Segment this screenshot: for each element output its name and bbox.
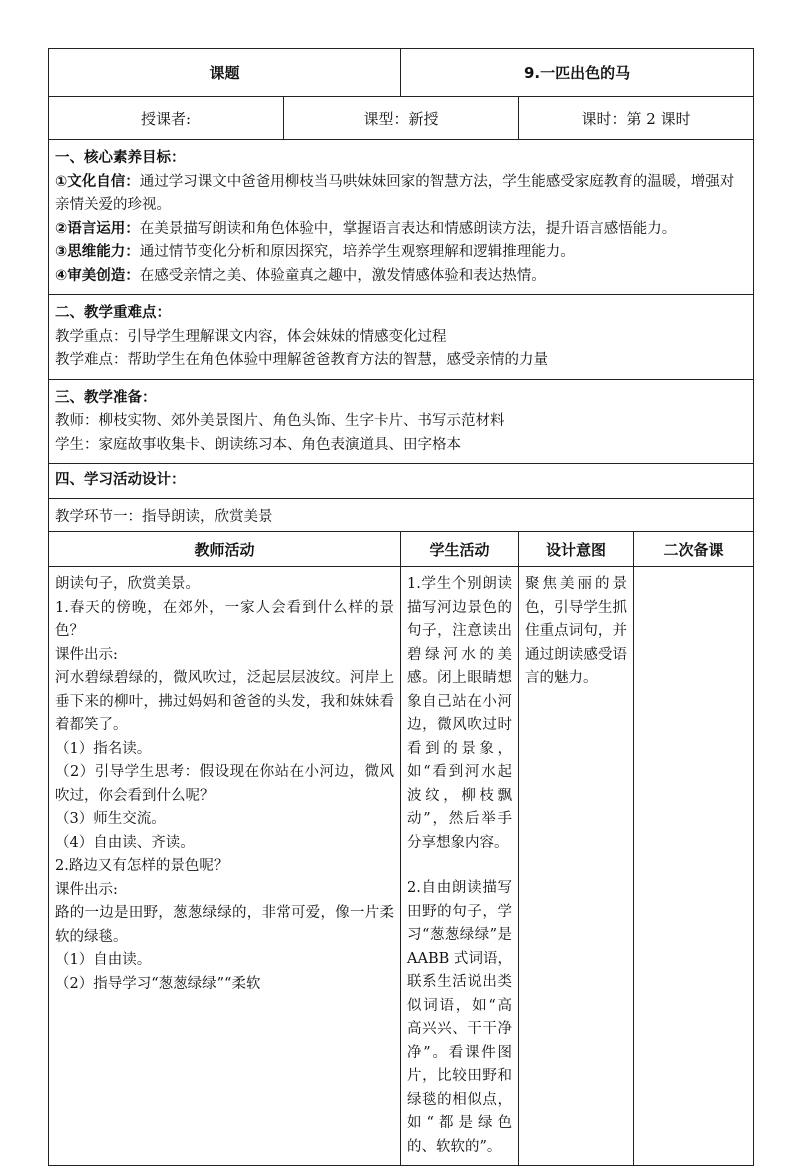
teacher-line: 河水碧绿碧绿的，微风吹过，泛起层层波纹。河岸上垂下来的柳叶，拂过妈妈和爸爸的头发，我和妹妹看着都笑了。 (55, 670, 395, 733)
prep-line: 学生：家庭故事收集卡、朗读练习本、角色表演道具、田字格本 (55, 436, 461, 453)
section-keypoints-row (49, 295, 754, 380)
teaching-link: 教学环节一：指导朗读，欣赏美景 (49, 499, 754, 532)
lesson-plan-sheet (48, 48, 753, 1166)
col-second-prep: 二次备课 (634, 532, 754, 567)
goal-label: ②语言运用： (55, 220, 140, 237)
teacher-line: 课件出示: (55, 646, 118, 663)
teacher-line: （1）指名读。 (55, 740, 152, 757)
lesson-plan-table (48, 48, 754, 1166)
paragraph-gap (407, 855, 512, 877)
goal-text: 通过学习课文中爸爸用柳枝当马哄妹妹回家的智慧方法，学生能感受家庭教育的温暖，增强对亲情关爱的珍视。 (55, 173, 735, 213)
teacher-line: （1）自由读。 (55, 952, 152, 968)
info-row (49, 97, 754, 140)
second-prep-cell (634, 567, 754, 1166)
column-header-row (49, 532, 754, 567)
goal-text: 在美景描写朗读和角色体验中，掌握语言表达和情感朗读方法，提升语言感悟能力。 (139, 220, 677, 237)
topic-label: 课题 (49, 49, 401, 97)
goal-label: ③思维能力： (55, 244, 140, 260)
goal-item (55, 265, 747, 289)
section-activities-row (49, 464, 754, 499)
section-prep (49, 379, 754, 464)
teacher-line: 2.路边又有怎样的景色呢？ (55, 858, 229, 874)
section-activities-title: 四、学习活动设计： (55, 472, 186, 489)
student-para: 1.学生个别朗读描写河边景色的句子，注意读出碧绿河水的美感。闭上眼睛想象自己站在小河边，微风吹过时看到的景象，如“看到河水起波纹，柳枝飘动”，然后举手分享想象内容。 (407, 576, 513, 851)
keypoint-line: 教学难点：帮助学生在角色体验中理解爸爸教育方法的智慧，感受亲情的力量 (55, 352, 548, 368)
lesson-type-cell: 课型：新授 (284, 97, 519, 140)
section-keypoints-title: 二、教学重难点： (55, 305, 171, 321)
teacher-line: 朗读句子，欣赏美景。 (55, 576, 200, 592)
teacher-activity-cell (49, 567, 401, 1166)
goal-text: 通过情节变化分析和原因探究，培养学生观察理解和逻辑推理能力。 (139, 244, 575, 260)
teacher-line: （4）自由读、齐读。 (55, 834, 195, 851)
teaching-link-row (49, 499, 754, 532)
prep-line: 教师：柳枝实物、郊外美景图片、角色头饰、生字卡片、书写示范材料 (55, 413, 505, 429)
goal-label: ①文化自信： (55, 173, 140, 190)
teacher-line: 1.春天的傍晚，在郊外，一家人会看到什么样的景色？ (55, 599, 395, 639)
student-para: 2.自由朗读描写田野的句子，学习“葱葱绿绿”是 AABB 式词语，联系生活说出类似词语，如“高高兴兴、干干净净”。看课件图片，比较田野和绿毯的相似点，如“都是绿色的、软软的”。 (407, 880, 513, 1155)
lesson-title: 9.一匹出色的马 (401, 49, 754, 97)
goal-item (55, 218, 747, 242)
section-goals-row (49, 140, 754, 295)
section-keypoints (49, 295, 754, 380)
goal-item (55, 171, 747, 218)
col-design-intent: 设计意图 (519, 532, 634, 567)
period-cell: 课时：第 2 课时 (519, 97, 754, 140)
activity-row (49, 567, 754, 1166)
col-student-activity: 学生活动 (401, 532, 519, 567)
teacher-line: （2）指导学习“葱葱绿绿”“柔软 (55, 975, 261, 992)
teacher-line: 课件出示: (55, 881, 118, 898)
goal-label: ④审美创造： (55, 267, 140, 284)
keypoint-line: 教学重点：引导学生理解课文内容，体会妹妹的情感变化过程 (55, 328, 447, 345)
goal-text: 在感受亲情之美、体验童真之趣中，激发情感体验和表达热情。 (139, 267, 546, 284)
section-goals (49, 140, 754, 295)
teacher-cell: 授课者: (49, 97, 284, 140)
header-row (49, 49, 754, 97)
section-activities (49, 464, 754, 499)
student-activity-cell (401, 567, 519, 1166)
section-goals-title: 一、核心素养目标： (55, 150, 186, 166)
teacher-line: （2）引导学生思考：假设现在你站在小河边，微风吹过，你会看到什么呢？ (55, 764, 395, 804)
goal-item (55, 241, 747, 265)
section-prep-title: 三、教学准备： (55, 389, 157, 406)
teacher-line: （3）师生交流。 (55, 811, 166, 827)
col-teacher-activity: 教师活动 (49, 532, 401, 567)
teacher-line: 路的一边是田野，葱葱绿绿的，非常可爱，像一片柔软的绿毯。 (55, 905, 395, 945)
design-intent-cell: 聚焦美丽的景色，引导学生抓住重点词句，并通过朗读感受语言的魅力。 (519, 567, 634, 1166)
section-prep-row (49, 379, 754, 464)
